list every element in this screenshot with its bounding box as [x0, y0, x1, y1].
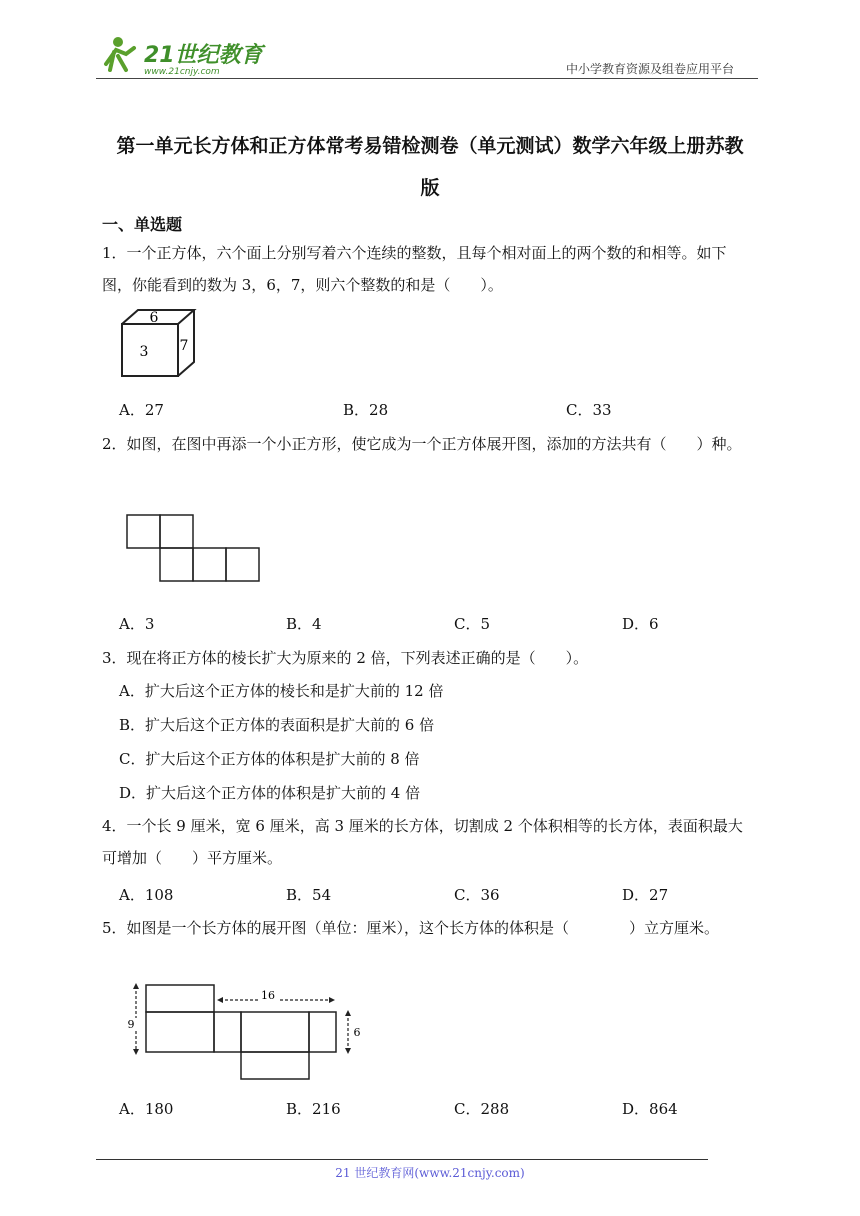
question-5-line1: 5．如图是一个长方体的展开图（单位：厘米），这个长方体的体积是（ ）立方厘米。: [102, 919, 720, 937]
q3-option-b: B．扩大后这个正方体的表面积是扩大前的 6 倍: [119, 716, 435, 734]
page-title-line2: 版: [420, 177, 440, 199]
page-title-line1: 第一单元长方体和正方体常考易错检测卷（单元测试）数学六年级上册苏教: [116, 135, 744, 157]
question-2-line1: 2．如图，在图中再添一个小正方形，使它成为一个正方体展开图，添加的方法共有（ ）种。: [102, 435, 742, 453]
question-4-line2: 可增加（ ）平方厘米。: [102, 849, 283, 867]
q1-option-b: B．28: [343, 401, 389, 419]
net-label-length: 16: [261, 989, 275, 1002]
question-4-line1: 4．一个长 9 厘米，宽 6 厘米，高 3 厘米的长方体，切割成 2 个体积相等的长方体，表面积最大: [102, 817, 743, 835]
q2-option-d: D．6: [622, 615, 659, 633]
cube-label-top: 6: [149, 310, 159, 326]
q3-option-d: D．扩大后这个正方体的体积是扩大前的 4 倍: [119, 784, 421, 802]
platform-name: 中小学教育资源及组卷应用平台: [566, 62, 735, 76]
q1-option-c: C．33: [566, 401, 612, 419]
q1-option-a: A．27: [119, 401, 164, 419]
question-1-line2: 图，你能看到的数为 3，6，7，则六个整数的和是（ ）。: [102, 276, 503, 294]
runner-icon: [106, 37, 134, 70]
q5-option-b: B．216: [286, 1100, 341, 1118]
cube-label-side: 7: [179, 338, 189, 354]
footer-text: 21 世纪教育网(www.21cnjy.com): [335, 1166, 525, 1180]
q5-option-d: D．864: [622, 1100, 678, 1118]
q4-option-d: D．27: [622, 886, 669, 904]
cube-net-figure: [126, 514, 260, 586]
section-heading: 一、单选题: [102, 215, 183, 234]
q2-option-a: A．3: [119, 615, 155, 633]
footer-divider: [96, 1159, 708, 1160]
cube-label-front: 3: [139, 344, 149, 360]
cube-figure: [118, 308, 202, 386]
logo-text: 21世纪教育: [144, 43, 263, 68]
question-3-line1: 3．现在将正方体的棱长扩大为原来的 2 倍，下列表述正确的是（ ）。: [102, 649, 589, 667]
q4-option-c: C．36: [454, 886, 500, 904]
q5-option-c: C．288: [454, 1100, 510, 1118]
q4-option-b: B．54: [286, 886, 332, 904]
q3-option-a: A．扩大后这个正方体的棱长和是扩大前的 12 倍: [119, 682, 444, 700]
q5-option-a: A．180: [119, 1100, 174, 1118]
site-logo: [96, 34, 266, 78]
net-label-height: 9: [127, 1018, 135, 1031]
header-divider: [96, 78, 758, 79]
logo-url: www.21cnjy.com: [144, 67, 220, 77]
q3-option-c: C．扩大后这个正方体的体积是扩大前的 8 倍: [119, 750, 420, 768]
question-1-line1: 1．一个正方体，六个面上分别写着六个连续的整数，且每个相对面上的两个数的和相等。如下: [102, 244, 727, 262]
q2-option-b: B．4: [286, 615, 322, 633]
net-label-width: 6: [353, 1026, 361, 1039]
cuboid-net-figure: [122, 980, 372, 1088]
q2-option-c: C．5: [454, 615, 491, 633]
q4-option-a: A．108: [119, 886, 174, 904]
